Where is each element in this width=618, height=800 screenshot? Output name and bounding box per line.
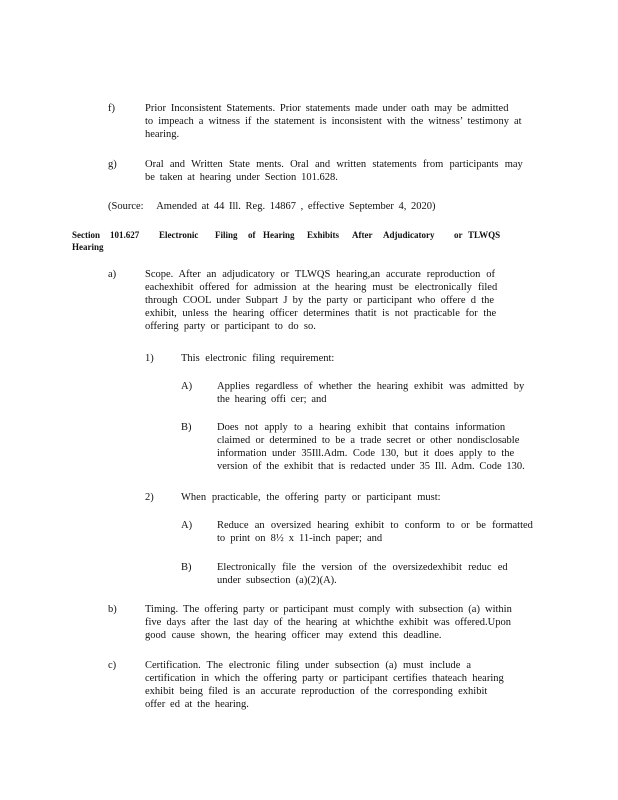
item-a2B-line: under subsection (a)(2)(A).	[217, 575, 337, 586]
source-note	[108, 200, 436, 213]
item-b-label: b)	[108, 604, 117, 615]
item-c-line: Certification. The electronic filing under subsection (a) must include a	[145, 660, 472, 671]
item-a-label: a)	[108, 269, 117, 280]
item-c-text	[145, 659, 525, 711]
item-f-label: f)	[108, 103, 115, 114]
item-a-line: through COOL under Subpart J by the party or participant who offere d the	[145, 295, 495, 306]
item-a-text	[145, 268, 520, 333]
item-a1B-line: Does not apply to a hearing exhibit that contains information	[217, 422, 506, 433]
item-a2-label: 2)	[145, 492, 154, 503]
item-a-line: exhibit, unless the hearing officer determines thatit is not practicable for the	[145, 308, 497, 319]
item-a1A-text	[217, 380, 542, 406]
item-a2A-label: A)	[181, 520, 193, 531]
heading-word: Adjudicatory	[383, 230, 435, 240]
item-a1B-line: information under 35Ill.Adm. Code 130, but it does apply to the	[217, 448, 515, 459]
item-g-line: be taken at hearing under Section 101.628.	[145, 172, 338, 183]
heading-word: After	[352, 230, 373, 240]
source-text: Amended at 44 Ill. Reg. 14867 , effective September 4, 2020)	[156, 201, 436, 212]
item-f-line: to impeach a witness if the statement is inconsistent with the witness’ testimony at	[145, 116, 522, 127]
item-a-line: Scope. After an adjudicatory or TLWQS hearing,an accurate reproduction of	[145, 269, 495, 280]
section-label: Section	[72, 230, 100, 240]
item-a1B-line: version of the exhibit that is redacted under 35 Ill. Adm. Code 130.	[217, 461, 525, 472]
item-c-line: certification in which the offering party or participant certifies thateach hearing	[145, 673, 504, 684]
heading-word: TLWQS	[468, 230, 501, 240]
section-heading	[72, 230, 542, 254]
item-c-line: exhibit being filed is an accurate reproduction of the corresponding exhibit	[145, 686, 488, 697]
item-a2A-line: to print on 8½ x 11-inch paper; and	[217, 533, 383, 544]
item-a1B-text	[217, 421, 542, 473]
heading-word-hearing: Hearing	[72, 242, 104, 252]
section-number: 101.627	[110, 230, 140, 240]
item-a1-line: This electronic filing requirement:	[181, 353, 335, 364]
item-a2A-line: Reduce an oversized hearing exhibit to conform to or be formatted	[217, 520, 533, 531]
item-a-line: eachexhibit offered for admission at the hearing must be electronically filed	[145, 282, 498, 293]
heading-word: or	[454, 230, 463, 240]
item-a1A-line: Applies regardless of whether the hearing exhibit was admitted by	[217, 381, 525, 392]
source-prefix: (Source:	[108, 201, 144, 212]
item-a2-line: When practicable, the offering party or participant must:	[181, 492, 441, 503]
item-b-line: five days after the last day of the hearing at whichthe exhibit was offered.Upon	[145, 617, 511, 628]
item-f-line: Prior Inconsistent Statements. Prior statements made under oath may be admitted	[145, 103, 509, 114]
item-a1A-line: the hearing offi cer; and	[217, 394, 327, 405]
item-g-line: Oral and Written State ments. Oral and written statements from participants may	[145, 159, 523, 170]
item-a1A-label: A)	[181, 381, 193, 392]
item-a2-text	[181, 491, 521, 504]
item-a2B-text	[217, 561, 542, 587]
item-a2A-text	[217, 519, 542, 545]
item-c-label: c)	[108, 660, 117, 671]
item-a-line: offering party or participant to do so.	[145, 321, 316, 332]
item-g-text	[145, 158, 540, 184]
item-a1B-line: claimed or determined to be a trade secret or other nondisclosable	[217, 435, 520, 446]
item-a2B-label: B)	[181, 562, 192, 573]
item-b-line: good cause shown, the hearing officer may extend this deadline.	[145, 630, 442, 641]
item-a1B-label: B)	[181, 422, 192, 433]
item-b-line: Timing. The offering party or participant must comply with subsection (a) within	[145, 604, 512, 615]
heading-word: Hearing	[263, 230, 295, 240]
item-a1-text	[181, 352, 521, 365]
item-c-line: offer ed at the hearing.	[145, 699, 249, 710]
heading-word: Filing	[215, 230, 238, 240]
heading-word: of	[248, 230, 256, 240]
item-a2B-line: Electronically file the version of the oversizedexhibit reduc ed	[217, 562, 508, 573]
item-f-line: hearing.	[145, 129, 180, 140]
heading-word: Electronic	[159, 230, 199, 240]
item-g-label: g)	[108, 159, 117, 170]
item-f-text	[145, 102, 540, 141]
heading-word: Exhibits	[307, 230, 340, 240]
item-b-text	[145, 603, 540, 642]
item-a1-label: 1)	[145, 353, 154, 364]
